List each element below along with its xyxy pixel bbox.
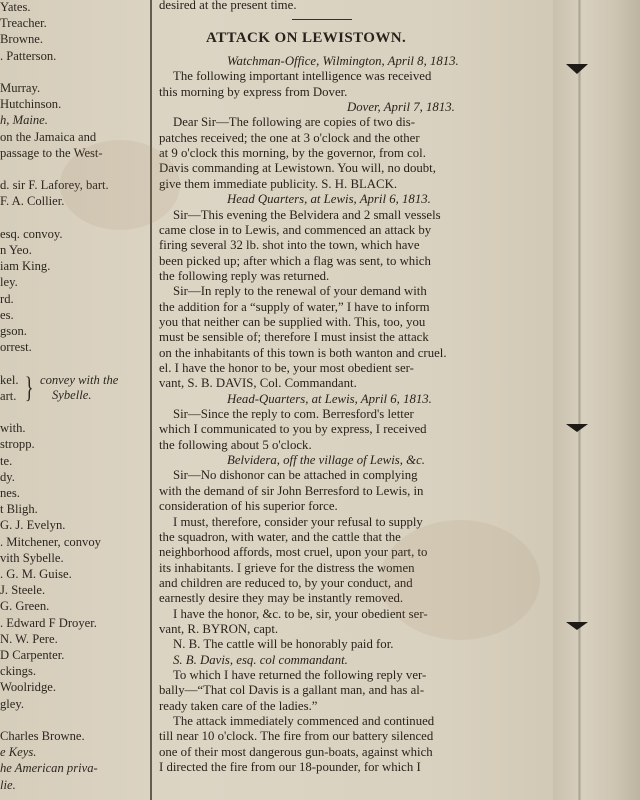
paragraph-start-line: Dear Sir—The following are copies of two dis- bbox=[173, 115, 416, 130]
dateline: Watchman-Office, Wilmington, April 8, 1813. bbox=[227, 54, 459, 68]
left-column-line: t Bligh. bbox=[0, 502, 38, 517]
main-article-column bbox=[157, 0, 549, 800]
article-line: its inhabitants. I grieve for the distress the women bbox=[159, 560, 415, 575]
left-column-line: . Patterson. bbox=[0, 48, 57, 63]
left-column-line: D Carpenter. bbox=[0, 648, 65, 662]
left-column-line: on the Jamaica and bbox=[0, 129, 97, 144]
left-column-line: n Yeo. bbox=[0, 243, 32, 257]
article-line: patches received; the one at 3 o'clock and the other bbox=[159, 130, 420, 145]
left-column-line: nes. bbox=[0, 486, 20, 500]
left-column-line: es. bbox=[0, 307, 14, 322]
article-line: earnestly desire they may be instantly removed. bbox=[159, 591, 404, 606]
article-line: you that neither can be supplied with. This, too, you bbox=[159, 314, 426, 329]
left-column-line: dy. bbox=[0, 469, 15, 484]
addressee-line: S. B. Davis, esq. col commandant. bbox=[173, 652, 348, 667]
left-column-line: N. W. Pere. bbox=[0, 631, 58, 646]
article-line: consideration of his superior force. bbox=[159, 499, 338, 514]
paragraph-start-line: Sir—Since the reply to com. Berresford's letter bbox=[173, 407, 414, 422]
article-line: bally—“That col Davis is a gallant man, and has al- bbox=[159, 683, 425, 698]
dateline: Head-Quarters, at Lewis, April 6, 1813. bbox=[227, 391, 432, 406]
paper-stain bbox=[60, 140, 180, 230]
article-line: must be sensible of; therefore I must insist the attack bbox=[159, 330, 429, 345]
article-line: the squadron, with water, and the cattle that the bbox=[159, 529, 401, 544]
column-rule bbox=[150, 0, 152, 800]
left-column-line: lie. bbox=[0, 777, 16, 792]
dateline: Belvidera, off the village of Lewis, &c. bbox=[227, 453, 425, 468]
left-column-line: with. bbox=[0, 421, 26, 436]
article-line: at 9 o'clock this morning, by the governor, from col. bbox=[159, 146, 426, 161]
left-column-line: h, Maine. bbox=[0, 113, 48, 128]
binding-stitch bbox=[566, 64, 588, 74]
article-line: with the demand of sir John Berresford to Lewis, in bbox=[159, 483, 424, 498]
paper-stain bbox=[380, 520, 540, 640]
left-column-line: Yates. bbox=[0, 0, 31, 14]
dateline: Dover, April 7, 1813. bbox=[347, 100, 455, 115]
article-line: ready taken care of the ladies.” bbox=[159, 698, 318, 713]
left-column-line: vith Sybelle. bbox=[0, 550, 64, 565]
brace-note-line: Sybelle. bbox=[52, 388, 92, 402]
paragraph-start-line: Sir—In reply to the renewal of your demand with bbox=[173, 284, 427, 299]
left-column-line: Browne. bbox=[0, 32, 44, 47]
left-column-line: G. J. Evelyn. bbox=[0, 518, 66, 533]
article-line: give them immediate publicity. S. H. BLACK. bbox=[159, 176, 398, 191]
article-headline: ATTACK ON LEWISTOWN. bbox=[206, 30, 407, 46]
left-column-line: J. Steele. bbox=[0, 583, 46, 598]
left-column-line: orrest. bbox=[0, 340, 32, 355]
brace-mark: } bbox=[24, 371, 34, 404]
left-column-line: rd. bbox=[0, 291, 14, 306]
binding-stitch bbox=[566, 424, 588, 432]
paragraph-start-line: The following important intelligence was received bbox=[173, 69, 432, 84]
page-margin bbox=[553, 0, 640, 800]
left-column-line: e Keys. bbox=[0, 745, 37, 760]
left-column-line: Hutchinson. bbox=[0, 97, 62, 112]
article-line: which I communicated to you by express, I received bbox=[159, 422, 427, 437]
left-column-line: G. Green. bbox=[0, 599, 50, 614]
article-line: and children are reduced to, by your conduct, and bbox=[159, 575, 413, 590]
left-column-line: Charles Browne. bbox=[0, 729, 85, 743]
left-column-line: kel. bbox=[0, 372, 19, 387]
previous-article-ending: desired at the present time. bbox=[159, 0, 297, 12]
page-fold bbox=[578, 0, 581, 800]
binding-stitch bbox=[566, 622, 588, 630]
left-column-line: . Edward F Droyer. bbox=[0, 615, 97, 630]
section-divider bbox=[292, 19, 352, 20]
article-line: came close in to Lewis, and commenced an attack by bbox=[159, 222, 432, 237]
left-column-line: te. bbox=[0, 453, 13, 468]
left-column-line: F. A. Collier. bbox=[0, 194, 65, 209]
left-column-line: Treacher. bbox=[0, 16, 47, 31]
article-line: been picked up; after which a flag was sent, to which bbox=[159, 253, 431, 268]
paragraph-start-line: Sir—No dishonor can be attached in complying bbox=[173, 468, 418, 483]
left-column-line: he American priva- bbox=[0, 761, 98, 776]
left-column-line: . G. M. Guise. bbox=[0, 567, 72, 581]
article-line: one of their most dangerous gun-boats, against which bbox=[159, 744, 433, 759]
article-line: vant, S. B. DAVIS, Col. Commandant. bbox=[159, 376, 357, 391]
left-column-line: iam King. bbox=[0, 259, 51, 274]
article-line: the following reply was returned. bbox=[159, 268, 330, 283]
left-column-line: d. sir F. Laforey, bart. bbox=[0, 178, 109, 193]
paragraph-start-line: Sir—This evening the Belvidera and 2 small vessels bbox=[173, 207, 441, 222]
article-line: el. I have the honor to be, your most obedient ser- bbox=[159, 361, 414, 375]
left-column-line: stropp. bbox=[0, 437, 35, 452]
dateline: Head Quarters, at Lewis, April 6, 1813. bbox=[227, 192, 431, 207]
paragraph-start-line: The attack immediately commenced and continued bbox=[173, 714, 435, 729]
article-line: vant, R. BYRON, capt. bbox=[159, 621, 279, 636]
left-column-line: . Mitchener, convoy bbox=[0, 534, 101, 549]
brace-note-line: convey with the bbox=[40, 373, 119, 387]
paragraph-start-line: I have the honor, &c. to be, sir, your obedient ser- bbox=[173, 606, 428, 621]
article-line: this morning by express from Dover. bbox=[159, 84, 348, 99]
article-line: I directed the fire from our 18-pounder, for which I bbox=[159, 760, 421, 775]
article-line: till near 10 o'clock. The fire from our battery silenced bbox=[159, 729, 434, 744]
left-column-line: passage to the West- bbox=[0, 145, 103, 160]
article-line: the following about 5 o'clock. bbox=[159, 437, 312, 452]
left-column-line: art. bbox=[0, 388, 17, 403]
article-line: Davis commanding at Lewistown. You will, no doubt, bbox=[159, 161, 436, 176]
paragraph-start-line: N. B. The cattle will be honorably paid for. bbox=[173, 637, 394, 652]
article-line: on the inhabitants of this town is both wanton and cruel. bbox=[159, 345, 447, 360]
paragraph-start-line: To which I have returned the following reply ver- bbox=[173, 668, 427, 682]
left-column-line: Woolridge. bbox=[0, 680, 56, 695]
left-column-line: Murray. bbox=[0, 81, 41, 95]
article-line: firing several 32 lb. shot into the town, which have bbox=[159, 238, 420, 253]
left-column-line: gley. bbox=[0, 696, 25, 711]
left-column-line: esq. convoy. bbox=[0, 226, 63, 241]
article-line: neighborhood affords, most cruel, upon your part, to bbox=[159, 545, 428, 560]
left-column-line: ckings. bbox=[0, 664, 37, 679]
article-line: the addition for a “supply of water,” I have to inform bbox=[159, 299, 430, 314]
left-column-line: ley. bbox=[0, 275, 18, 290]
paragraph-start-line: I must, therefore, consider your refusal to supply bbox=[173, 514, 423, 529]
left-column-line: gson. bbox=[0, 324, 27, 338]
left-column-fragment bbox=[0, 0, 150, 800]
